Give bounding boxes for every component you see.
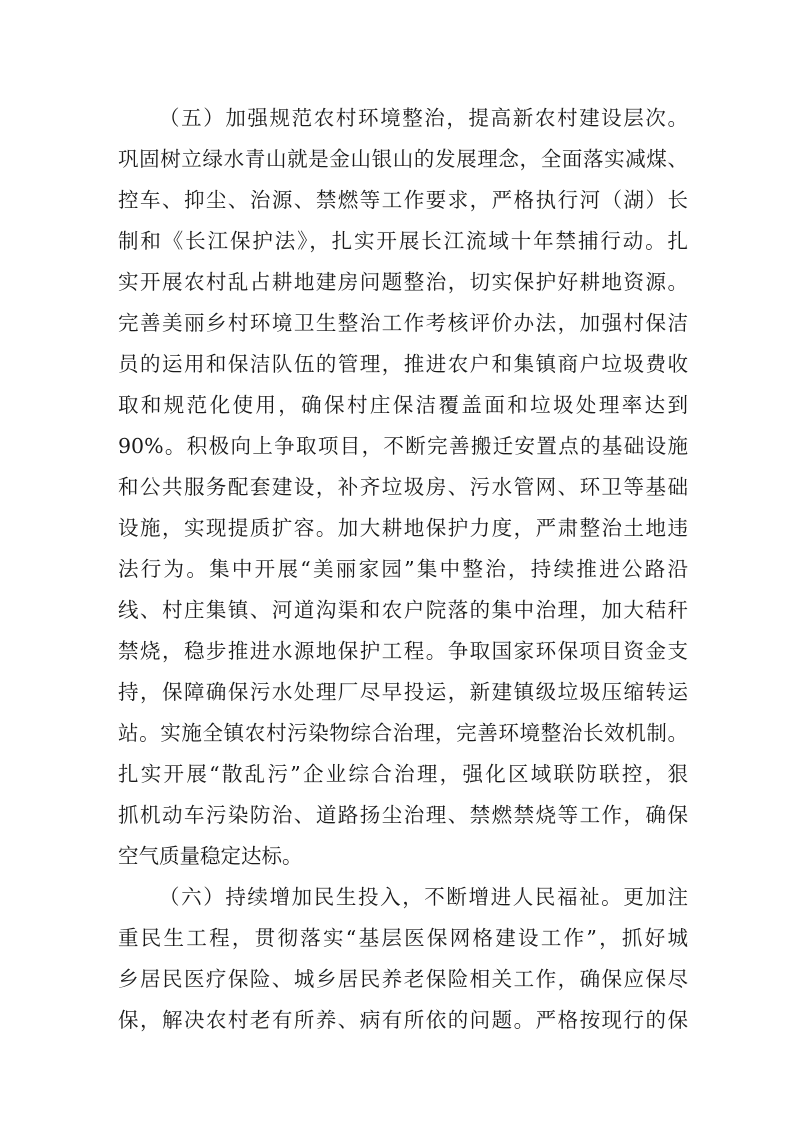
text-line: 实开展农村乱占耕地建房问题整治，切实保护好耕地资源。	[118, 270, 688, 294]
text-line: 站。实施全镇农村污染物综合治理，完善环境整治长效机制。	[118, 721, 688, 745]
text-line: 控车、抑尘、治源、禁燃等工作要求，严格执行河（湖）长	[118, 188, 688, 212]
text-line: 法行为。集中开展“美丽家园”集中整治，持续推进公路沿	[118, 557, 688, 581]
text-line: 90%。积极向上争取项目，不断完善搬迁安置点的基础设施	[118, 434, 688, 458]
text-line: 制和《长江保护法》，扎实开展长江流域十年禁捕行动。扎	[118, 229, 688, 253]
text-line: 乡居民医疗保险、城乡居民养老保险相关工作，确保应保尽	[118, 967, 688, 991]
text-line: 重民生工程，贯彻落实“基层医保网格建设工作”，抓好城	[118, 926, 688, 950]
text-line: 线、村庄集镇、河道沟渠和农户院落的集中治理，加大秸秆	[118, 598, 688, 622]
text-line: 扎实开展“散乱污”企业综合治理，强化区域联防联控，狠	[118, 762, 688, 786]
text-line: 抓机动车污染防治、道路扬尘治理、禁燃禁烧等工作，确保	[118, 803, 688, 827]
text-line: 完善美丽乡村环境卫生整治工作考核评价办法，加强村保洁	[118, 311, 688, 335]
text-line: 禁烧，稳步推进水源地保护工程。争取国家环保项目资金支	[118, 639, 688, 663]
text-line: 保，解决农村老有所养、病有所依的问题。严格按现行的保	[118, 1008, 688, 1032]
text-line: 和公共服务配套建设，补齐垃圾房、污水管网、环卫等基础	[118, 475, 688, 499]
text-line: 设施，实现提质扩容。加大耕地保护力度，严肃整治土地违	[118, 516, 688, 540]
body-text	[118, 98, 688, 1041]
text-line: （六）持续增加民生投入，不断增进人民福祉。更加注	[159, 885, 688, 909]
text-line: 取和规范化使用，确保村庄保洁覆盖面和垃圾处理率达到	[118, 393, 688, 417]
text-line: 员的运用和保洁队伍的管理，推进农户和集镇商户垃圾费收	[118, 352, 688, 376]
text-line: 空气质量稳定达标。	[118, 844, 303, 868]
text-line: 巩固树立绿水青山就是金山银山的发展理念，全面落实减煤、	[118, 147, 688, 171]
text-line: 持，保障确保污水处理厂尽早投运，新建镇级垃圾压缩转运	[118, 680, 688, 704]
text-line: （五）加强规范农村环境整治，提高新农村建设层次。	[159, 106, 688, 130]
